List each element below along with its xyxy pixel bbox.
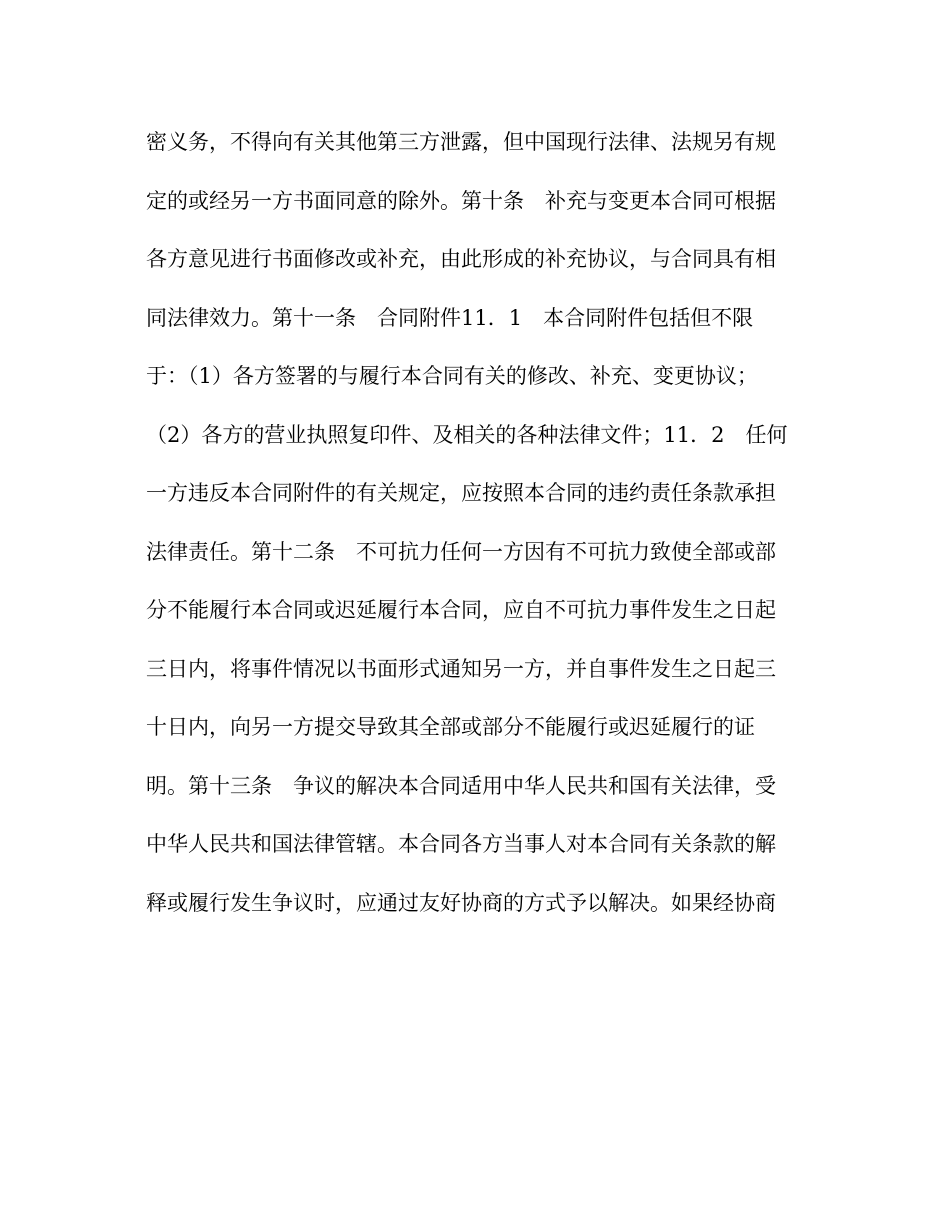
text-line: 定的或经另一方书面同意的除外。第十条 补充与变更本合同可根据	[146, 188, 776, 213]
text-line: 中华人民共和国法律管辖。本合同各方当事人对本合同有关条款的解	[146, 832, 776, 856]
text-line: 各方意见进行书面修改或补充，由此形成的补充协议，与合同具有相	[146, 247, 776, 271]
text-line: 一方违反本合同附件的有关规定，应按照本合同的违约责任条款承担	[146, 481, 776, 505]
text-line: 分不能履行本合同或迟延履行本合同，应自不可抗力事件发生之日起	[146, 598, 776, 622]
text-line: 于：（1）各方签署的与履行本合同有关的修改、补充、变更协议；	[146, 364, 758, 388]
text-line: 同法律效力。第十一条 合同附件11．1 本合同附件包括但不限	[146, 305, 754, 330]
contract-body-text	[146, 122, 806, 941]
text-line: 明。第十三条 争议的解决本合同适用中华人民共和国有关法律，受	[146, 773, 776, 798]
text-line: 法律责任。第十二条 不可抗力任何一方因有不可抗力致使全部或部	[146, 539, 776, 564]
text-line: 三日内，将事件情况以书面形式通知另一方，并自事件发生之日起三	[146, 656, 776, 681]
text-line: 十日内，向另一方提交导致其全部或部分不能履行或迟延履行的证	[146, 715, 755, 739]
text-line: （2）各方的营业执照复印件、及相关的各种法律文件；11．2 任何	[146, 422, 788, 447]
text-line: 释或履行发生争议时，应通过友好协商的方式予以解决。如果经协商	[146, 890, 776, 915]
text-line: 密义务，不得向有关其他第三方泄露，但中国现行法律、法规另有规	[146, 130, 776, 154]
